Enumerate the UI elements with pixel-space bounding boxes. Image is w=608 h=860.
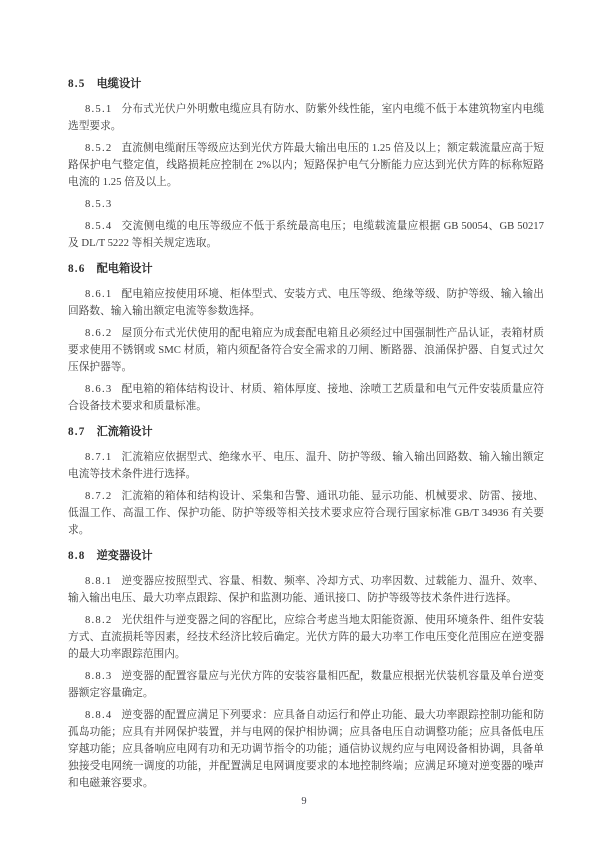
clause-text: 逆变器应按照型式、容量、相数、频率、冷却方式、功率因数、过载能力、温升、效率、输入输出电压、最大功率点跟踪、保护和监测功能、通讯接口、防护等级等技术条件进行选择。 — [68, 575, 544, 604]
clause-text: 直流侧电缆耐压等级应达到光伏方阵最大输出电压的 1.25 倍及以上；额定载流量应高于短路保护电气整定值，线路损耗应控制在 2%以内；短路保护电气分断能力应达到光伏方阵的标称短路电流的 1.25 倍及以上。 — [68, 142, 544, 188]
section-title: 电缆设计 — [96, 78, 142, 90]
clause-text: 分布式光伏户外明敷电缆应具有防水、防紫外线性能，室内电缆不低于本建筑物室内电缆选型要求。 — [68, 103, 544, 132]
clause-number: 8.7.2 — [85, 490, 113, 502]
clause-text: 光伏组件与逆变器之间的容配比，应综合考虑当地太阳能资源、使用环境条件、组件安装方式、直流损耗等因素，经技术经济比较后确定。光伏方阵的最大功率工作电压变化范围应在逆变器的最大功率跟踪范围内。 — [68, 614, 544, 660]
clause-number: 8.6.1 — [85, 288, 113, 300]
clause-number: 8.8.2 — [85, 614, 113, 626]
clause-number: 8.6.2 — [85, 327, 113, 339]
clause-text: 屋顶分布式光伏使用的配电箱应为成套配电箱且必须经过中国强制性产品认证，表箱材质要求使用不锈钢或 SMC 材质，箱内须配备符合安全需求的刀闸、断路器、浪涌保护器、自复式过欠压保护器等。 — [68, 327, 544, 373]
section-distribution-box-design — [68, 261, 544, 415]
clause — [68, 196, 544, 213]
clause — [68, 286, 544, 320]
section-number: 8.8 — [68, 550, 86, 562]
section-inverter-design — [68, 548, 544, 792]
clause-number: 8.5.3 — [85, 198, 113, 210]
page-number: 9 — [301, 796, 307, 807]
clause-text: 配电箱应按使用环境、柜体型式、安装方式、电压等级、绝缘等级、防护等级、输入输出回路数、输入输出额定电流等参数选择。 — [68, 288, 544, 317]
section-heading — [68, 424, 544, 441]
clause-text: 逆变器的配置应满足下列要求：应具备自动运行和停止功能、最大功率跟踪控制功能和防孤岛功能；应具有并网保护装置，并与电网的保护相协调；应具备电压自动调整功能；应具备低电压穿越功能；应具备响应电网有功和无功调节指令的功能；通信协议规约应与电网设备相协调，具备单独接受电网统一调度的功能，并配置满足电网调度要求的本地控制终端；应满足环境对逆变器的噪声和电磁兼容要求。 — [68, 709, 544, 789]
section-number: 8.5 — [68, 78, 86, 90]
clause-number: 8.5.1 — [85, 103, 113, 115]
clause — [68, 140, 544, 191]
clause — [68, 488, 544, 539]
clause-number: 8.7.1 — [85, 451, 113, 463]
clause-number: 8.8.1 — [85, 575, 113, 587]
clause — [68, 449, 544, 483]
section-title: 配电箱设计 — [96, 263, 153, 275]
clause — [68, 573, 544, 607]
clause — [68, 381, 544, 415]
clause-number: 8.5.2 — [85, 142, 113, 154]
clause — [68, 668, 544, 702]
section-combiner-box-design — [68, 424, 544, 539]
clause-text: 交流侧电缆的电压等级应不低于系统最高电压；电缆载流量应根据 GB 50054、GB 50217 及 DL/T 5222 等相关规定选取。 — [68, 220, 544, 249]
clause-text: 逆变器的配置容量应与光伏方阵的安装容量相匹配，数量应根据光伏装机容量及单台逆变器额定容量确定。 — [68, 670, 544, 699]
section-number: 8.7 — [68, 426, 86, 438]
clause-number: 8.8.4 — [85, 709, 113, 721]
clause-number: 8.8.3 — [85, 670, 113, 682]
clause-number: 8.5.4 — [85, 220, 113, 232]
clause — [68, 218, 544, 252]
section-title: 逆变器设计 — [96, 550, 153, 562]
section-heading — [68, 76, 544, 93]
clause — [68, 707, 544, 792]
section-title: 汇流箱设计 — [96, 426, 153, 438]
clause-text: 配电箱的箱体结构设计、材质、箱体厚度、接地、涂喷工艺质量和电气元件安装质量应符合设备技术要求和质量标准。 — [68, 383, 544, 412]
clause — [68, 325, 544, 376]
clause-number: 8.6.3 — [85, 383, 113, 395]
section-heading — [68, 261, 544, 278]
clause-text: 汇流箱应依据型式、绝缘水平、电压、温升、防护等级、输入输出回路数、输入输出额定电流等技术条件进行选择。 — [68, 451, 544, 480]
section-heading — [68, 548, 544, 565]
clause — [68, 612, 544, 663]
clause-text: 汇流箱的箱体和结构设计、采集和告警、通讯功能、显示功能、机械要求、防雷、接地、低温工作、高温工作、保护功能、防护等级等相关技术要求应符合现行国家标准 GB/T 34936 有关要求。 — [68, 490, 544, 536]
section-number: 8.6 — [68, 263, 86, 275]
section-cable-design — [68, 76, 544, 252]
document-content — [68, 76, 544, 797]
clause — [68, 101, 544, 135]
